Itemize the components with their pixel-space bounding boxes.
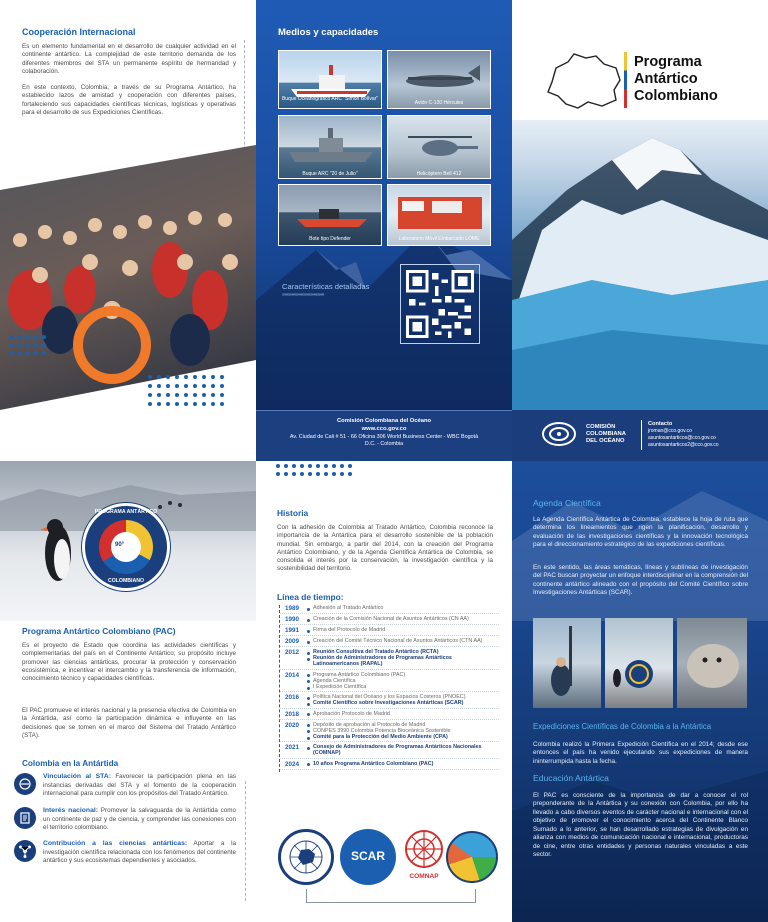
timeline-item: Adhesión al Tratado Antártico [306,605,499,611]
timeline-items [306,711,499,717]
coop-title: Cooperación Internacional [22,27,136,37]
caracteristicas-arrows: ›››››››››››››››››››››››››››››››››››› [282,292,324,298]
expedition-photo-3 [677,618,747,708]
caracteristicas-link[interactable]: Características detalladas [282,282,370,291]
timeline [279,605,499,772]
dots-decoration-bottom [148,375,224,406]
footer-divider [641,420,642,450]
timeline-rows [280,605,499,770]
timeline-item: Creación de la Comisión Nacional de Asuntos Antárticos (CN AA) [306,616,499,622]
pac-emblem-top-text: PROGRAMA ANTÁRTICO [94,509,158,515]
historia-paragraph: Con la adhesión de Colombia al Tratado Antártico, Colombia reconoce la importancia de la Antártica para el desarrollo sostenible de la población mundial. Sin embargo, a partir del 2014, con la creación del Programa Antártico Colombiano, y de la Agenda Científica Antártica de Colombia, se consolida el interés por la conservación, la investigación científica y la sostenibilidad del territorio. [277,524,493,573]
timeline-year: 2021 [285,744,300,752]
timeline-item: Reunión de Administradores de Programas Antárticos Latinoamericanos (RAPAL) [306,655,499,667]
timeline-item: Programa Antártico Colombiano (PAC) [306,672,499,678]
timeline-item: Agenda Científica [306,678,499,684]
pac-paragraph-2: El PAC promueve el interés nacional y la presencia efectiva de Colombia en la Antártida, así como la participación dinámica e influyente en las decisiones que se tomen en el marco del Sistema del Tratado Antártico (STA). [22,707,236,739]
timeline-row [280,616,499,625]
timeline-items [306,649,499,668]
media-helicopter [387,115,491,179]
pac-item-interes [14,807,236,833]
expediciones-paragraph: Colombia realizó la Primera Expedición Científica en el 2014; desde ese entonces el país ha venido ejecutando sus expediciones de manera ininterrumpida hasta la fecha. [533,741,748,765]
cover-title-bar [624,52,627,108]
timeline-items [306,744,499,756]
expedition-photo-2 [605,618,673,708]
expedition-photo-1 [533,618,601,708]
footer-address: Av. Ciudad de Cali # 51 - 66 Oficina 306 World Business Center - WBC Bogotá D.C. - Colombia [289,434,479,447]
timeline-row [280,627,499,636]
pac-item-sta-text: Favorecer la participación plena en las instancias derivadas del STA y el fomento de la cooperación internacional para cumplir con los propósitos del Tratado Antártico. [43,773,236,798]
contact-email-3[interactable]: asuntosantarticos2@cco.gov.co [648,442,719,448]
timeline-row [280,672,499,693]
document-icon [14,807,36,829]
timeline-row [280,722,499,743]
timeline-row [280,694,499,708]
timeline-year: 2024 [285,760,300,768]
panel-pac [0,461,256,922]
cpa-logo [446,831,498,883]
expediciones-title: Expediciones Científicas de Colombia a la Antártica [533,722,712,731]
timeline-items [306,694,499,706]
timeline-item: Comité para la Protección del Medio Ambiente (CPA) [306,734,499,740]
pac-emblem [82,503,170,591]
timeline-year: 1989 [285,605,300,612]
timeline-year: 1990 [285,616,300,623]
educacion-paragraph: El PAC es consciente de la importancia de dar a conocer el rol preponderante de la Antártica y su conexión con Colombia, por ello ha llevado a cabo diversos eventos de carácter nacional e internacional con el objetivo de promover el conocimiento acerca del Continente Blanco Sumado a lo anterior, se han desarrollado estrategias de divulgación en alianza con medios de comunicación nacional e internacional, productoras de cine, entre otras entidades y personas naturales vinculadas a este sector. [533,792,748,859]
footer-org-name: Comisión Colombiana del Océano [336,418,432,424]
pac-emblem-deg: 90° [115,542,125,548]
timeline-items [306,761,499,767]
cco-name-1: COMISIÓN [586,424,616,430]
coop-paragraph-2: En este contexto, Colombia, a través de su Programa Antártico, ha establecido lazos de amistad y cooperación con diferentes países, fortaleciendo sus capacidades científicas técnicas, logísticas y operativas para el desarrollo de sus Expediciones Científicas. [22,84,236,116]
pac-item-interes-text: Promover la salvaguarda de la Antártida como un continente de paz y de ciencia, y comprender las conexiones con el territorio colombiano. [43,806,237,831]
colombia-antartida-title: Colombia en la Antártida [22,759,119,768]
timeline-row [280,649,499,670]
agenda-paragraph-2: En este sentido, las áreas temáticas, líneas y sublíneas de investigación del PAC buscan proyectar un enfoque interdisciplinar en la comprensión del continente antártico alineado con el propósito del Comité Científico sobre Investigaciones Antárticas (SCAR). [533,564,748,597]
media-caption-plane: Avión C-130 Hércules [414,100,464,106]
panel-medios [256,0,512,461]
timeline-row [280,638,499,647]
pac-item-sta-label: Vinculación al STA: [43,773,111,780]
timeline-year: 2009 [285,638,300,645]
media-caption-boat: Bote tipo Defender [309,236,351,242]
timeline-items [306,638,499,644]
pac-title: Programa Antártico Colombiano (PAC) [22,626,176,636]
historia-title: Historia [277,508,309,518]
timeline-title: Línea de tiempo: [277,592,344,602]
pac-item-interes-label: Interés nacional: [43,806,99,814]
cco-logo-icon [542,422,576,446]
timeline-year: 2018 [285,710,300,718]
cco-name-2: COLOMBIANA [586,431,626,437]
contact-label: Contacto [648,421,673,427]
coop-paragraph-1: Es un elemento fundamental en el desarrollo de cualquier actividad en el continente antártico. La complejidad de este territorio demanda de los diferentes miembros del STA un permanente espíritu de hermandad y colaboración. [22,43,236,75]
comnap-logo [396,827,452,883]
pac-emblem-bottom-text: COLOMBIANO [107,578,145,584]
antarctic-treaty-logo [278,829,334,885]
pac-dashed-divider [245,781,246,901]
timeline-item: I Expedición Científica [306,684,499,690]
timeline-item: Aprobación Protocolo de Madrid [306,711,499,717]
antarctica-map-icon [544,50,624,117]
dots-decoration-top [276,464,352,476]
qr-code[interactable] [400,264,480,344]
partner-logos [256,823,512,918]
logos-connector [306,889,476,903]
glacier-photo [512,120,768,410]
handshake-icon [14,773,36,795]
footer-website[interactable]: www.cco.gov.co [361,426,407,432]
cco-name-3: DEL OCÉANO [586,438,625,444]
agenda-paragraph-1: La Agenda Científica Antártica de Colombia, establece la hoja de ruta que determina los lineamientos que rigen la planificación, desarrollo y evaluación de las investigaciones científicas y la innovación tecnológica para el direccionamiento estratégico de las expediciones científicas. [533,516,748,549]
media-caption-lab: Laboratorio Móvil Embarcado LOME [398,236,480,242]
pac-paragraph-1: Es el proyecto de Estado que coordina las actividades científicas y complementarias del país en el Continente Antártico; su propósito incluye promover las ciencias antárticas, procurar la protección y conservación ecosistémica, e incentivar el intercambio y la transferencia de información, conocimiento técnico y capacidades científicas. [22,642,236,683]
timeline-item: Comité Científico sobre Investigaciones Antárticas (SCAR) [306,700,499,706]
panel-cover [512,0,768,461]
timeline-items [306,672,499,691]
timeline-item: CONPES 3990 Colombia Potencia Bioceánica Sostenible [306,728,499,734]
timeline-year: 2012 [285,649,300,656]
contact-email-2[interactable]: asuntosantarticos@cco.gov.co [648,435,716,441]
agenda-title: Agenda Científica [533,498,601,508]
timeline-year: 2020 [285,721,300,729]
educacion-title: Educación Antártica [533,773,609,783]
panel-cooperacion [0,0,256,461]
timeline-items [306,605,499,611]
timeline-row [280,605,499,614]
pac-items [14,773,236,874]
panel-historia [256,461,512,922]
timeline-row [280,761,499,770]
media-ship-2 [278,115,382,179]
media-caption-ship-2: Buque ARC "20 de Julio" [302,171,358,177]
network-icon [14,840,36,862]
pac-item-ciencia-text: Aportar a la investigación científica relacionada con los fenómenos del continente antártico y sus ecosistemas dependientes y asociados. [43,840,236,865]
cover-title-line-2: Antártico [634,71,698,87]
medios-footer [256,410,512,461]
pac-item-ciencia [14,840,236,866]
scar-logo [340,829,396,885]
timeline-item: 10 años Programa Antártico Colombiano (PAC) [306,761,499,767]
timeline-year: 2016 [285,694,300,702]
contact-email-1[interactable]: jroman@cco.gov.co [648,428,692,434]
timeline-item: Creación del Comité Técnico Nacional de Asuntos Antárticos (CTN AA) [306,638,499,644]
media-caption-ship-1: Buque Oceanográfico ARC "Simón Bolívar" [281,96,379,102]
timeline-item: Reunión Consultiva del Tratado Antártico (RCTA) [306,649,499,655]
timeline-items [306,616,499,622]
pac-item-sta [14,773,236,799]
media-caption-helicopter: Helicóptero Bell 412 [416,171,462,177]
timeline-item: Depósito de aprobación al Protocolo de Madrid [306,722,499,728]
panel-agenda [512,461,768,922]
dots-decoration-left [10,335,46,355]
medios-title: Medios y capacidades [278,27,379,38]
pac-item-ciencia-label: Contribución a las ciencias antárticas: [43,840,188,848]
timeline-items [306,722,499,741]
timeline-item: Política Nacional del Océano y los Espacios Costeros (PNOEC) [306,694,499,700]
timeline-item: Firma del Protocolo de Madrid [306,627,499,633]
cover-title-line-1: Programa [634,54,702,70]
scar-logo-text: SCAR [350,849,385,863]
timeline-year: 2014 [285,671,300,679]
timeline-item: Consejo de Administradores de Programas Antárticos Nacionales (COMNAP) [306,744,499,756]
timeline-items [306,627,499,633]
timeline-year: 1991 [285,627,300,634]
cover-footer [512,410,768,461]
comnap-logo-text: COMNAP [409,873,439,880]
timeline-row [280,744,499,758]
timeline-row [280,711,499,720]
cover-title-line-3: Colombiano [634,88,718,104]
